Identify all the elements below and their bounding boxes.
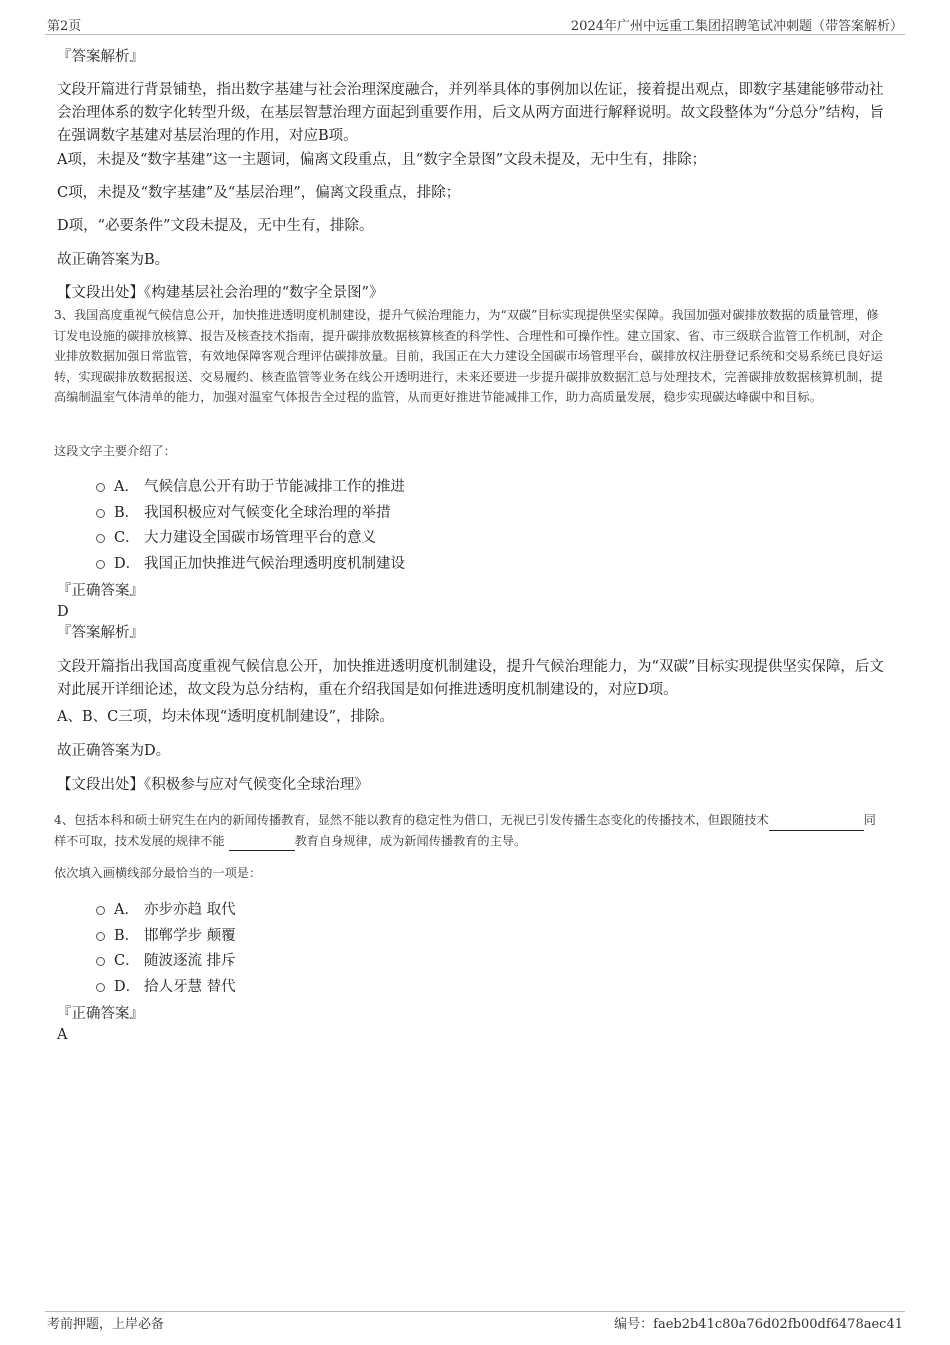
q2-analysis-option-c: C项，未提及“数字基建”及“基层治理”，偏离文段重点，排除； xyxy=(57,185,461,201)
radio-button-icon[interactable] xyxy=(96,534,105,543)
q4-stem-part2: 同样不可取，技术发展的规律不能 xyxy=(54,813,876,848)
footer-divider xyxy=(45,1311,905,1312)
page-number: 第2页 xyxy=(47,19,82,34)
footer-doc-id: 编号：faeb2b41c80a76d02fb00df6478aec41 xyxy=(614,1317,903,1332)
q4-option-text: 亦步亦趋 取代 xyxy=(144,902,236,918)
q2-analysis-paragraph: 文段开篇进行背景铺垫，指出数字基建与社会治理深度融合，并列举具体的事例加以佐证，接着提出观点，即数字基建能够带动社会治理体系的数字化转型升级，在基层智慧治理方面起到重要作用，后文从两方面进行解释说明。故文段整体为“分总分”结构，旨在强调数字基建对基层治理的作用，对应B项。 xyxy=(57,82,884,144)
q4-blank-2 xyxy=(229,836,295,851)
radio-button-icon[interactable] xyxy=(96,932,105,941)
q2-answer-conclusion: 故正确答案为B。 xyxy=(57,252,170,268)
header-divider xyxy=(45,34,905,35)
radio-button-icon[interactable] xyxy=(96,906,105,915)
q4-option-c[interactable] xyxy=(96,950,236,972)
radio-button-icon[interactable] xyxy=(96,483,105,492)
q3-option-text: 我国积极应对气候变化全球治理的举措 xyxy=(144,505,391,521)
q4-option-key: A． xyxy=(114,902,139,918)
q4-stem xyxy=(54,810,886,851)
q2-analysis-label: 『答案解析』 xyxy=(57,49,144,65)
q3-answer-conclusion: 故正确答案为D。 xyxy=(57,743,171,759)
q3-analysis-paragraph: 文段开篇指出我国高度重视气候信息公开，加快推进透明度机制建设，提升气候治理能力，为“双碳”目标实现提供坚实保障，后文对此展开详细论述，故文段为总分结构，重在介绍我国是如何推进透明度机制建设的，对应D项。 xyxy=(57,659,884,698)
q3-stem: 3、我国高度重视气候信息公开，加快推进透明度机制建设，提升气候治理能力，为“双碳”目标实现提供坚实保障。我国加强对碳排放数据的质量管理，修订发电设施的碳排放核算、报告及核查技术指南，提升碳排放数据核算核查的科学性、合理性和可操作性。建立国家、省、市三级联合监管工作机制，对企业排放数据加强日常监管，有效地保障客观合理评估碳排放量。目前，我国正在大力建设全国碳市场管理平台，碳排放权注册登记系统和交易系统已良好运转，实现碳排放数据报送、交易履约、核查监管等业务在线公开透明进行，未来还要进一步提升碳排放数据汇总与处理技术，完善碳排放数据核算机制，提高编制温室气体清单的能力，加强对温室气体报告全过程的监管，从而更好推进节能减排工作，助力高质量发展，稳步实现碳达峰碳中和目标。 xyxy=(54,308,883,404)
q3-analysis-elimination: A、B、C三项，均未体现“透明度机制建设”，排除。 xyxy=(57,709,395,725)
q2-analysis-option-d: D项，“必要条件”文段未提及，无中生有，排除。 xyxy=(57,218,374,234)
q4-option-text: 拾人牙慧 替代 xyxy=(144,979,236,995)
q3-option-text: 大力建设全国碳市场管理平台的意义 xyxy=(144,530,376,546)
q3-option-a[interactable] xyxy=(96,476,405,498)
q4-option-key: D． xyxy=(114,979,141,995)
radio-button-icon[interactable] xyxy=(96,560,105,569)
q4-option-b[interactable] xyxy=(96,925,236,947)
radio-button-icon[interactable] xyxy=(96,983,105,992)
q3-option-text: 我国正加快推进气候治理透明度机制建设 xyxy=(144,556,405,572)
q3-prompt: 这段文字主要介绍了： xyxy=(54,444,176,458)
q4-option-a[interactable] xyxy=(96,899,236,921)
q4-prompt: 依次填入画横线部分最恰当的一项是： xyxy=(54,866,262,880)
q3-answer-label: 『正确答案』 xyxy=(57,583,144,599)
q4-stem-part3: 教育自身规律，成为新闻传播教育的主导。 xyxy=(294,833,527,848)
q4-option-key: C． xyxy=(114,953,140,969)
q3-option-key: A． xyxy=(114,479,139,495)
q2-analysis-option-a: A项，未提及“数字基建”这一主题词，偏离文段重点，且“数字全景图”文段未提及，无中生有，排除； xyxy=(57,152,707,168)
q3-option-key: B． xyxy=(114,505,140,521)
q3-analysis-label: 『答案解析』 xyxy=(57,625,144,641)
q3-source: 【文段出处】《积极参与应对气候变化全球治理》 xyxy=(57,777,369,793)
q4-option-text: 邯郸学步 颠覆 xyxy=(144,928,236,944)
q4-answer: A xyxy=(57,1027,68,1043)
q4-option-key: B． xyxy=(114,928,140,944)
q3-option-text: 气候信息公开有助于节能减排工作的推进 xyxy=(144,479,405,495)
q4-blank-1 xyxy=(769,816,864,831)
q4-option-text: 随波逐流 排斥 xyxy=(144,953,236,969)
q3-option-b[interactable] xyxy=(96,502,391,524)
radio-button-icon[interactable] xyxy=(96,957,105,966)
document-title: 2024年广州中远重工集团招聘笔试冲刺题（带答案解析） xyxy=(570,19,903,34)
q2-source: 【文段出处】《构建基层社会治理的“数字全景图”》 xyxy=(57,285,384,301)
footer-slogan: 考前押题，上岸必备 xyxy=(47,1317,165,1332)
q3-option-key: C． xyxy=(114,530,140,546)
q3-option-d[interactable] xyxy=(96,553,405,575)
q4-option-d[interactable] xyxy=(96,976,236,998)
q3-answer: D xyxy=(57,604,69,620)
radio-button-icon[interactable] xyxy=(96,509,105,518)
q4-answer-label: 『正确答案』 xyxy=(57,1006,144,1022)
q3-option-c[interactable] xyxy=(96,527,376,549)
q4-stem-part1: 4、包括本科和硕士研究生在内的新闻传播教育，显然不能以教育的稳定性为借口，无视已引发传播生态变化的传播技术，但跟随技术 xyxy=(54,813,769,827)
q3-option-key: D． xyxy=(114,556,141,572)
